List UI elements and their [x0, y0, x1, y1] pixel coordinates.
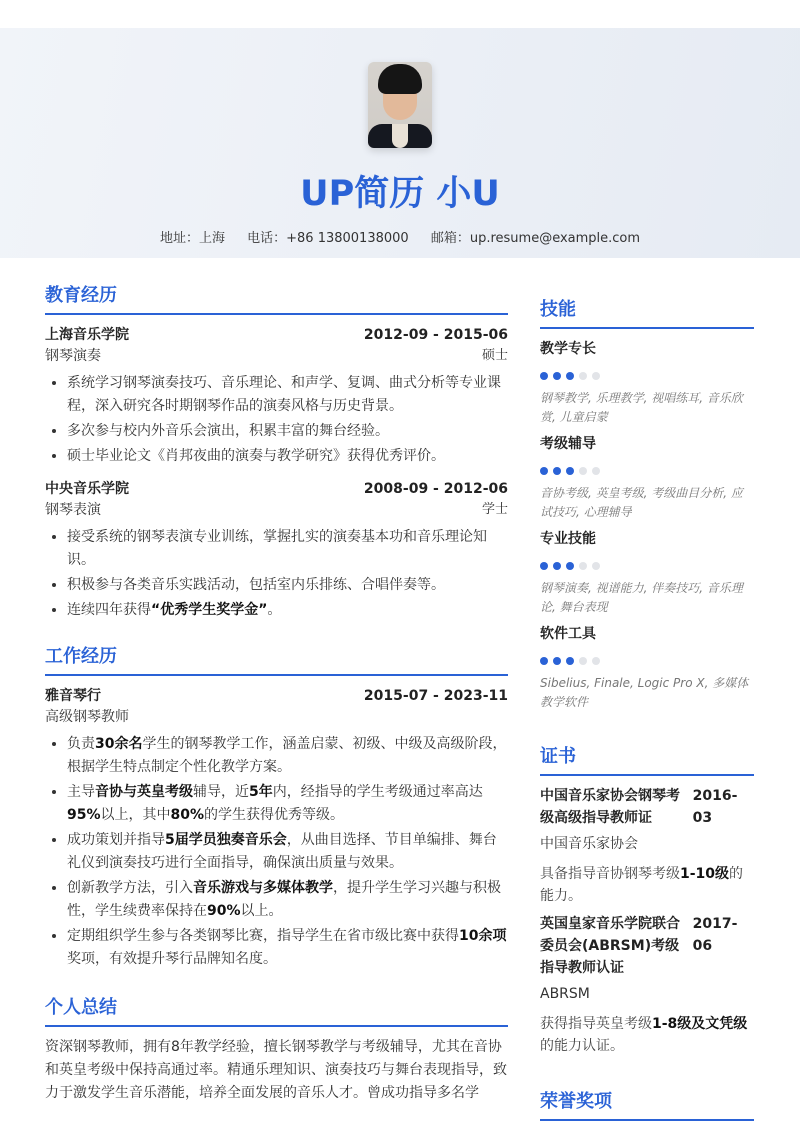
phone-value: +86 13800138000	[286, 231, 409, 246]
certificate-issuer: ABRSM	[540, 986, 590, 1002]
section-title: 荣誉奖项	[540, 1087, 754, 1121]
profile-photo	[368, 62, 432, 148]
address-value: 上海	[198, 231, 225, 246]
email-value: up.resume@example.com	[469, 231, 641, 246]
text-segment: 辅导，近	[193, 784, 249, 800]
entry	[45, 324, 508, 468]
section-title: 个人总结	[45, 993, 508, 1027]
bullet-item	[67, 445, 508, 468]
skill-name: 教学专长	[540, 341, 596, 357]
section-title: 工作经历	[45, 642, 508, 676]
address-label: 地址：	[159, 231, 199, 246]
rating-dot-icon	[592, 372, 600, 380]
rating-dot-icon	[566, 562, 574, 570]
text-segment: ，提升学生学习兴趣与积极性，学生续费率保持在	[67, 880, 501, 919]
entry-role: 钢琴演奏	[45, 348, 101, 364]
certificate-description	[540, 863, 754, 907]
rating-dot-icon	[566, 372, 574, 380]
text-segment: 奖项，有效提升琴行品牌知名度。	[67, 951, 277, 967]
text-segment: 负责	[67, 736, 95, 752]
bullet-item	[67, 420, 508, 443]
rating-dot-icon	[540, 562, 548, 570]
bold-text: 音乐游戏与多媒体教学	[193, 880, 333, 896]
entry	[45, 478, 508, 622]
certificate-description	[540, 1013, 754, 1057]
text-segment: 以上。	[240, 903, 283, 919]
entry-role: 高级钢琴教师	[45, 709, 129, 725]
bullet-list	[67, 526, 508, 622]
certificates-section	[540, 742, 754, 1057]
skill-rating	[540, 467, 754, 475]
bold-text: “优秀学生奖学金”	[151, 602, 268, 618]
skill-rating	[540, 657, 754, 665]
rating-dot-icon	[566, 467, 574, 475]
certificate-issuer: 中国音乐家协会	[540, 836, 638, 852]
entry-header	[45, 324, 508, 346]
section-title: 技能	[540, 295, 754, 329]
entry-date: 2015-07 - 2023-11	[363, 688, 508, 704]
entry-subheader	[45, 500, 508, 520]
text-segment: 积极参与各类音乐实践活动，包括室内乐排练、合唱伴奏等。	[67, 577, 445, 593]
skill-description: 钢琴教学, 乐理教学, 视唱练耳, 音乐欣赏, 儿童启蒙	[540, 391, 743, 424]
rating-dot-icon	[592, 657, 600, 665]
bold-text: 音协与英皇考级	[95, 784, 193, 800]
section-title: 证书	[540, 742, 754, 776]
rating-dot-icon	[579, 562, 587, 570]
side-column	[540, 295, 754, 1130]
bullet-item	[67, 733, 508, 779]
main-column	[45, 281, 508, 1105]
skill-rating	[540, 372, 754, 380]
skills-section	[540, 295, 754, 712]
text-segment: 硕士毕业论文《肖邦夜曲的演奏与教学研究》获得优秀评价。	[67, 448, 445, 464]
skill-description: 音协考级, 英皇考级, 考级曲目分析, 应试技巧, 心理辅导	[540, 486, 743, 519]
rating-dot-icon	[553, 372, 561, 380]
rating-dot-icon	[566, 657, 574, 665]
entry-role: 钢琴表演	[45, 502, 101, 518]
text-segment: ，从曲目选择、节目单编排、舞台礼仪到演奏技巧进行全面指导，确保演出质量与效果。	[67, 832, 497, 871]
skill-description: Sibelius, Finale, Logic Pro X, 多媒体教学软件	[540, 676, 749, 709]
entry-date: 2012-09 - 2015-06	[363, 327, 508, 343]
text-segment: 系统学习钢琴演奏技巧、音乐理论、和声学、复调、曲式分析等专业课程，深入研究各时期钢琴作品的演奏风格与历史背景。	[67, 375, 501, 414]
text-segment: 的能力认证。	[540, 1038, 624, 1054]
bullet-item	[67, 526, 508, 572]
entry-organization: 中央音乐学院	[45, 481, 129, 497]
bold-text: 5年	[249, 784, 273, 800]
bold-text: 30余名	[95, 736, 143, 752]
text-segment: 的能力。	[540, 866, 744, 904]
bullet-item	[67, 372, 508, 418]
bold-text: 90%	[207, 903, 241, 919]
entry-degree: 硕士	[481, 348, 508, 363]
skill-rating	[540, 562, 754, 570]
rating-dot-icon	[592, 467, 600, 475]
bold-text: 80%	[170, 807, 205, 823]
bullet-item	[67, 877, 508, 923]
rating-dot-icon	[579, 467, 587, 475]
skill-name: 软件工具	[540, 626, 596, 642]
contact-info	[0, 227, 800, 246]
honors-section	[540, 1087, 754, 1121]
certificate-date: 2017-06	[692, 916, 738, 954]
rating-dot-icon	[540, 467, 548, 475]
work-section	[45, 642, 508, 971]
entry-organization: 雅音琴行	[45, 688, 101, 704]
bullet-list	[67, 733, 508, 971]
skill-description: 钢琴演奏, 视谱能力, 伴奏技巧, 音乐理论, 舞台表现	[540, 581, 743, 614]
bullet-item	[67, 574, 508, 597]
rating-dot-icon	[553, 467, 561, 475]
certificate-date: 2016-03	[692, 788, 738, 826]
summary-section	[45, 993, 508, 1105]
text-segment: 。	[267, 602, 282, 618]
resume-header	[0, 28, 800, 258]
entry-subheader	[45, 346, 508, 366]
text-segment: 以上，其中	[100, 807, 171, 823]
text-segment: 具备指导音协钢琴考级	[540, 866, 680, 882]
email-label: 邮箱：	[430, 231, 470, 246]
education-section	[45, 281, 508, 622]
bold-text: 95%	[67, 807, 101, 823]
certificate-name: 英国皇家音乐学院联合委员会(ABRSM)考级指导教师认证	[540, 916, 680, 976]
text-segment: 创新教学方法，引入	[67, 880, 193, 896]
bullet-item	[67, 599, 508, 622]
bullet-item	[67, 925, 508, 971]
text-segment: 内，经指导的学生考级通过率高达	[272, 784, 483, 800]
text-segment: 主导	[67, 784, 95, 800]
candidate-name: UP简历 小U	[300, 174, 500, 214]
bold-text: 1-8级及文凭级	[652, 1016, 748, 1032]
text-segment: 多次参与校内外音乐会演出，积累丰富的舞台经验。	[67, 423, 389, 439]
entry-header	[45, 478, 508, 500]
entry-date: 2008-09 - 2012-06	[363, 481, 508, 497]
text-segment: 定期组织学生参与各类钢琴比赛，指导学生在省市级比赛中获得	[67, 928, 459, 944]
section-title: 教育经历	[45, 281, 508, 315]
certificate-header	[540, 913, 754, 979]
rating-dot-icon	[592, 562, 600, 570]
text-segment: 成功策划并指导	[67, 832, 165, 848]
bullet-item	[67, 829, 508, 875]
summary-text: 资深钢琴教师，拥有8年教学经验，擅长钢琴教学与考级辅导，尤其在音协和英皇考级中保持高通过率。精通乐理知识、演奏技巧与舞台表现指导，致力于激发学生音乐潜能，培养全面发展的音乐人才。曾成功指导多名学	[45, 1039, 507, 1101]
entry-subheader	[45, 707, 508, 727]
text-segment: 学生的钢琴教学工作，涵盖启蒙、初级、中级及高级阶段，根据学生特点制定个性化教学方案。	[67, 736, 507, 775]
text-segment: 接受系统的钢琴表演专业训练，掌握扎实的演奏基本功和音乐理论知识。	[67, 529, 487, 568]
rating-dot-icon	[579, 372, 587, 380]
entry-header	[45, 685, 508, 707]
rating-dot-icon	[579, 657, 587, 665]
text-segment: 获得指导英皇考级	[540, 1016, 652, 1032]
bullet-item	[67, 781, 508, 827]
rating-dot-icon	[540, 657, 548, 665]
rating-dot-icon	[553, 657, 561, 665]
skill-name: 考级辅导	[540, 436, 596, 452]
bold-text: 10余项	[459, 928, 507, 944]
bold-text: 1-10级	[680, 866, 730, 882]
certificate-name: 中国音乐家协会钢琴考级高级指导教师证	[540, 788, 680, 826]
entry-degree: 学士	[481, 502, 508, 517]
text-segment: 的学生获得优秀等级。	[204, 807, 345, 823]
entry-organization: 上海音乐学院	[45, 327, 129, 343]
rating-dot-icon	[540, 372, 548, 380]
text-segment: 连续四年获得	[67, 602, 151, 618]
entry	[45, 685, 508, 971]
bold-text: 5届学员独奏音乐会	[165, 832, 287, 848]
bullet-list	[67, 372, 508, 468]
skill-name: 专业技能	[540, 531, 596, 547]
rating-dot-icon	[553, 562, 561, 570]
phone-label: 电话：	[247, 231, 287, 246]
certificate-header	[540, 785, 754, 829]
